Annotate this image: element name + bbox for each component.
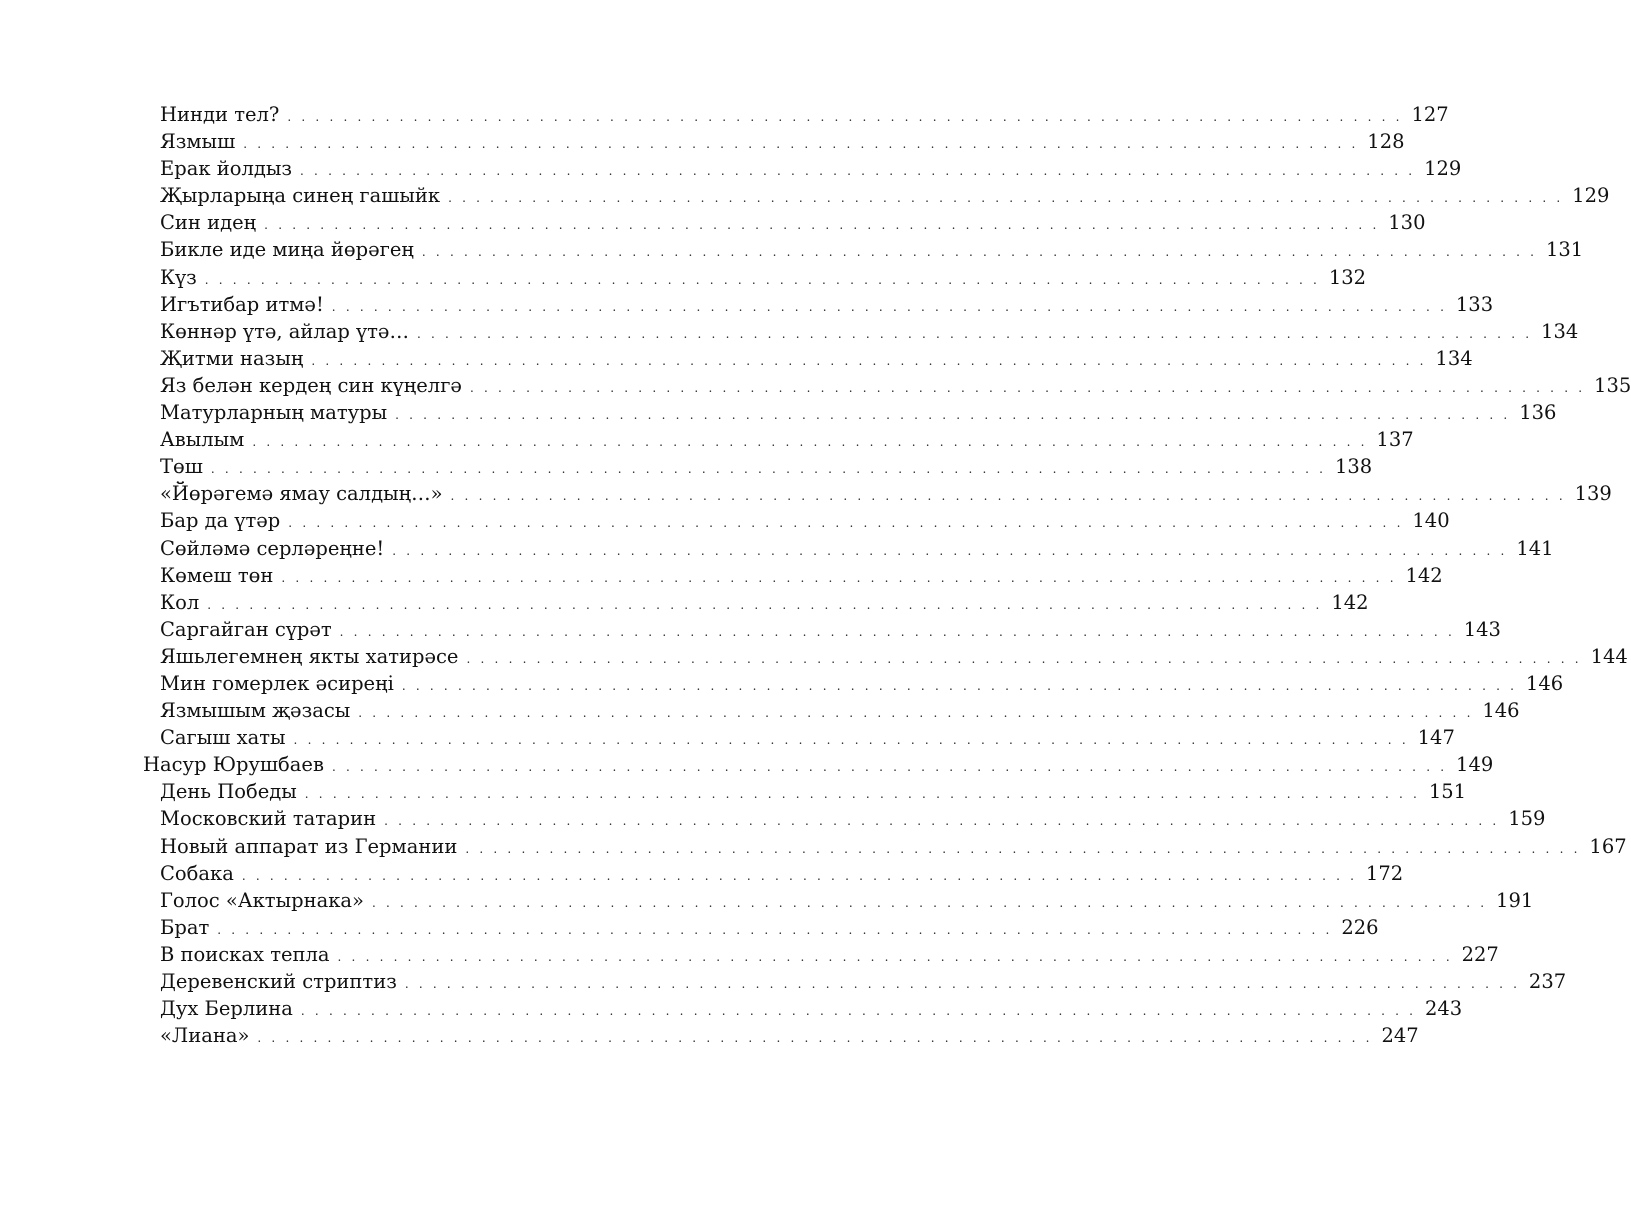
toc-page-number: 129 xyxy=(1424,157,1462,181)
dot-leader: . . . . . . . . . . . . . . . . . . . . . . . . . . . . . . . . . . . . . . . . . . . . . . . . . . . . . . . . . . . . . . . . . . . . . . . . . . . . . . . . xyxy=(241,868,1358,883)
toc-entry-title: Матурларның матуры xyxy=(160,401,388,425)
toc-entry xyxy=(160,995,1463,1025)
toc-entry xyxy=(160,318,1579,348)
toc-entry xyxy=(160,833,1627,863)
toc-entry-title: Сөйләмә серләреңне! xyxy=(160,536,385,560)
toc-page-number: 247 xyxy=(1381,1024,1419,1048)
toc-page-number: 134 xyxy=(1541,319,1579,343)
toc-page-number: 226 xyxy=(1341,915,1379,939)
dot-leader: . . . . . . . . . . . . . . . . . . . . . . . . . . . . . . . . . . . . . . . . . . . . . . . . . . . . . . . . . . . . . . . . . . . . . . . . . . . . . . . . xyxy=(217,922,1333,937)
toc-row xyxy=(0,968,1567,995)
toc-row xyxy=(0,128,1405,155)
toc-page-number: 132 xyxy=(1328,265,1367,289)
toc-entry xyxy=(160,643,1628,673)
toc-entry-title: Көннәр үтә, айлар үтә… xyxy=(160,319,409,343)
toc-entry-title: Күз xyxy=(160,265,197,289)
toc-entry-title: Көмеш төн xyxy=(160,563,274,587)
toc-entry-title: «Лиана» xyxy=(160,1024,250,1048)
toc-entry xyxy=(160,778,1467,808)
dot-leader: . . . . . . . . . . . . . . . . . . . . . . . . . . . . . . . . . . . . . . . . . . . . . . . . . . . . . . . . . . . . . . . . . . . . . . . . . . . . . . . . xyxy=(339,624,1455,639)
dot-leader: . . . . . . . . . . . . . . . . . . . . . . . . . . . . . . . . . . . . . . . . . . . . . . . . . . . . . . . . . . . . . . . . . . . . . . . . . . . . . . . . xyxy=(421,245,1538,260)
toc-page-number: 138 xyxy=(1334,455,1373,479)
toc-page-number: 136 xyxy=(1519,401,1557,425)
toc-row xyxy=(0,833,1627,860)
dot-leader: . . . . . . . . . . . . . . . . . . . . . . . . . . . . . . . . . . . . . . . . . . . . . . . . . . . . . . . . . . . . . . . . . . . . . . . . . . . . . . . . xyxy=(371,895,1488,910)
toc-page-number: 137 xyxy=(1376,428,1414,452)
toc-entry xyxy=(160,535,1554,565)
toc-entry xyxy=(160,616,1501,646)
toc-row xyxy=(0,670,1564,697)
toc-entry xyxy=(160,805,1546,835)
dot-leader: . . . . . . . . . . . . . . . . . . . . . . . . . . . . . . . . . . . . . . . . . . . . . . . . . . . . . . . . . . . . . . . . . . . . . . . . . . . . . . . . xyxy=(392,543,1508,558)
dot-leader: . . . . . . . . . . . . . . . . . . . . . . . . . . . . . . . . . . . . . . . . . . . . . . . . . . . . . . . . . . . . . . . . . . . . . . . . . . . . . . . . xyxy=(257,1031,1373,1046)
toc-page-number: 141 xyxy=(1516,536,1554,560)
toc-entry-title: Брат xyxy=(160,915,210,939)
dot-leader: . . . . . . . . . . . . . . . . . . . . . . . . . . . . . . . . . . . . . . . . . . . . . . . . . . . . . . . . . . . . . . . . . . . . . . . . . . . . . . . . xyxy=(401,678,1518,693)
dot-leader: . . . . . . . . . . . . . . . . . . . . . . . . . . . . . . . . . . . . . . . . . . . . . . . . . . . . . . . . . . . . . . . . . . . . . . . . . . . . . . . . xyxy=(404,977,1521,991)
dot-leader: . . . . . . . . . . . . . . . . . . . . . . . . . . . . . . . . . . . . . . . . . . . . . . . . . . . . . . . . . . . . . . . . . . . . . . . . . . . . . . . . xyxy=(207,597,1323,612)
toc-entry xyxy=(160,426,1414,456)
toc-page-number: 129 xyxy=(1572,184,1610,208)
toc-page-number: 128 xyxy=(1367,130,1405,154)
dot-leader: . . . . . . . . . . . . . . . . . . . . . . . . . . . . . . . . . . . . . . . . . . . . . . . . . . . . . . . . . . . . . . . . . . . . . . . . . . . . . . . . xyxy=(288,516,1404,531)
toc-entry xyxy=(160,453,1373,483)
toc-entry xyxy=(160,128,1405,158)
toc-entry-title: Дух Берлина xyxy=(160,997,293,1021)
toc-entry xyxy=(160,724,1455,754)
toc-row xyxy=(0,562,1443,589)
toc-page-number: 237 xyxy=(1528,970,1567,993)
toc-author-entry xyxy=(143,751,1494,781)
dot-leader: . . . . . . . . . . . . . . . . . . . . . . . . . . . . . . . . . . . . . . . . . . . . . . . . . . . . . . . . . . . . . . . . . . . . . . . . . . . . . . . . xyxy=(204,272,1321,287)
toc-row xyxy=(0,209,1426,236)
dot-leader: . . . . . . . . . . . . . . . . . . . . . . . . . . . . . . . . . . . . . . . . . . . . . . . . . . . . . . . . . . . . . . . . . . . . . . . . . . . . . . . . xyxy=(448,191,1564,206)
toc-entry xyxy=(160,372,1631,402)
dot-leader: . . . . . . . . . . . . . . . . . . . . . . . . . . . . . . . . . . . . . . . . . . . . . . . . . . . . . . . . . . . . . . . . . . . . . . . . . . . . . . . . xyxy=(358,706,1474,721)
toc-row xyxy=(0,182,1610,209)
toc-entry xyxy=(160,941,1499,971)
toc-entry xyxy=(160,887,1534,917)
toc-entry xyxy=(160,345,1473,375)
toc-page-number: 142 xyxy=(1405,563,1443,587)
toc-page-number: 167 xyxy=(1589,834,1627,858)
toc-page-number: 191 xyxy=(1496,888,1534,912)
toc-entry-title: Төш xyxy=(160,455,203,479)
toc-row xyxy=(0,535,1554,562)
toc-entry-title: Кол xyxy=(160,590,200,614)
toc-entry xyxy=(160,589,1369,619)
toc-row xyxy=(0,778,1467,805)
toc-entry-title: Саргайган сүрәт xyxy=(160,617,332,641)
toc-entry-title: Насур Юрушбаев xyxy=(143,753,324,777)
toc-page-number: 142 xyxy=(1331,590,1369,614)
toc-row xyxy=(0,453,1373,480)
toc-entry-title: Новый аппарат из Германии xyxy=(160,834,458,858)
toc-entry xyxy=(160,507,1450,537)
toc-entry-title: День Победы xyxy=(160,780,297,804)
toc-page-number: 149 xyxy=(1456,753,1494,777)
toc-page-number: 133 xyxy=(1455,292,1494,316)
dot-leader: . . . . . . . . . . . . . . . . . . . . . . . . . . . . . . . . . . . . . . . . . . . . . . . . . . . . . . . . . . . . . . . . . . . . . . . . . . . . . . . . xyxy=(243,137,1359,152)
toc-entry-title: Җитми назың xyxy=(160,346,304,370)
toc-entry xyxy=(160,860,1404,890)
toc-entry-title: Авылым xyxy=(160,428,245,452)
toc-entry-title: Игътибар итмә! xyxy=(160,292,324,316)
toc-entry-title: Собака xyxy=(160,861,234,885)
toc-page-number: 172 xyxy=(1365,861,1404,885)
toc-row xyxy=(0,751,1494,778)
toc-row xyxy=(0,426,1414,453)
toc-entry xyxy=(160,101,1449,131)
dot-leader: . . . . . . . . . . . . . . . . . . . . . . . . . . . . . . . . . . . . . . . . . . . . . . . . . . . . . . . . . . . . . . . . . . . . . . . . . . . . . . . . xyxy=(304,787,1421,802)
toc-page-number: 139 xyxy=(1574,482,1612,506)
toc-entry-title: В поисках тепла xyxy=(160,942,330,966)
toc-row xyxy=(0,399,1557,426)
toc-entry-title: Язмыш xyxy=(160,130,236,154)
toc-row xyxy=(0,805,1546,832)
dot-leader: . . . . . . . . . . . . . . . . . . . . . . . . . . . . . . . . . . . . . . . . . . . . . . . . . . . . . . . . . . . . . . . . . . . . . . . . . . . . . . . . xyxy=(300,1004,1417,1019)
toc-row xyxy=(0,264,1367,291)
toc-page-number: 159 xyxy=(1508,807,1546,831)
toc-entry xyxy=(160,670,1564,700)
toc-page-number: 127 xyxy=(1411,103,1449,126)
toc-page-number: 131 xyxy=(1545,238,1584,262)
dot-leader: . . . . . . . . . . . . . . . . . . . . . . . . . . . . . . . . . . . . . . . . . . . . . . . . . . . . . . . . . . . . . . . . . . . . . . . . . . . . . . . . xyxy=(469,380,1586,395)
toc-entry xyxy=(160,914,1379,944)
dot-leader: . . . . . . . . . . . . . . . . . . . . . . . . . . . . . . . . . . . . . . . . . . . . . . . . . . . . . . . . . . . . . . . . . . . . . . . . . . . . . . . . xyxy=(395,408,1511,423)
toc-row xyxy=(0,101,1449,128)
toc-row xyxy=(0,372,1631,399)
dot-leader: . . . . . . . . . . . . . . . . . . . . . . . . . . . . . . . . . . . . . . . . . . . . . . . . . . . . . . . . . . . . . . . . . . . . . . . . . . . . . . . . xyxy=(331,760,1448,775)
toc-row xyxy=(0,1022,1419,1049)
toc-entry-title: Син идең xyxy=(160,211,257,235)
toc-row xyxy=(0,236,1584,263)
toc-row xyxy=(0,291,1494,318)
toc-entry xyxy=(160,1022,1419,1052)
toc-entry-title: Голос «Актырнака» xyxy=(160,888,364,912)
toc-page-number: 144 xyxy=(1590,644,1628,668)
dot-leader: . . . . . . . . . . . . . . . . . . . . . . . . . . . . . . . . . . . . . . . . . . . . . . . . . . . . . . . . . . . . . . . . . . . . . . . . . . . . . . . . xyxy=(465,841,1581,856)
toc-entry-title: Московский татарин xyxy=(160,807,377,831)
toc-page-number: 147 xyxy=(1417,726,1455,750)
toc-row xyxy=(0,887,1534,914)
toc-entry xyxy=(160,236,1584,266)
toc-page-number: 134 xyxy=(1435,346,1473,370)
dot-leader: . . . . . . . . . . . . . . . . . . . . . . . . . . . . . . . . . . . . . . . . . . . . . . . . . . . . . . . . . . . . . . . . . . . . . . . . . . . . . . . . xyxy=(210,462,1327,477)
toc-entry xyxy=(160,480,1612,510)
toc-row xyxy=(0,507,1450,534)
toc-row xyxy=(0,643,1628,670)
dot-leader: . . . . . . . . . . . . . . . . . . . . . . . . . . . . . . . . . . . . . . . . . . . . . . . . . . . . . . . . . . . . . . . . . . . . . . . . . . . . . . . . xyxy=(287,110,1403,124)
toc-entry xyxy=(160,291,1494,321)
table-of-contents xyxy=(0,101,1631,1049)
toc-entry-title: Нинди тел? xyxy=(160,103,280,126)
dot-leader: . . . . . . . . . . . . . . . . . . . . . . . . . . . . . . . . . . . . . . . . . . . . . . . . . . . . . . . . . . . . . . . . . . . . . . . . . . . . . . . . xyxy=(450,489,1566,504)
toc-row xyxy=(0,480,1612,507)
toc-entry xyxy=(160,968,1567,998)
toc-page-number: 146 xyxy=(1482,699,1520,723)
dot-leader: . . . . . . . . . . . . . . . . . . . . . . . . . . . . . . . . . . . . . . . . . . . . . . . . . . . . . . . . . . . . . . . . . . . . . . . . . . . . . . . . xyxy=(337,949,1453,964)
dot-leader: . . . . . . . . . . . . . . . . . . . . . . . . . . . . . . . . . . . . . . . . . . . . . . . . . . . . . . . . . . . . . . . . . . . . . . . . . . . . . . . . xyxy=(293,733,1409,748)
toc-row xyxy=(0,914,1379,941)
toc-row xyxy=(0,589,1369,616)
toc-entry xyxy=(160,562,1443,592)
toc-page-number: 140 xyxy=(1412,509,1450,533)
toc-entry-title: Мин гомерлек әсиреңi xyxy=(160,671,394,695)
toc-row xyxy=(0,616,1501,643)
dot-leader: . . . . . . . . . . . . . . . . . . . . . . . . . . . . . . . . . . . . . . . . . . . . . . . . . . . . . . . . . . . . . . . . . . . . . . . . . . . . . . . . xyxy=(281,570,1397,585)
toc-entry-title: Җырларыңа синең гашыйк xyxy=(160,184,441,208)
dot-leader: . . . . . . . . . . . . . . . . . . . . . . . . . . . . . . . . . . . . . . . . . . . . . . . . . . . . . . . . . . . . . . . . . . . . . . . . . . . . . . . . xyxy=(252,435,1368,450)
toc-page-number: 146 xyxy=(1525,671,1564,695)
toc-page-number: 130 xyxy=(1388,211,1426,235)
toc-row xyxy=(0,995,1463,1022)
toc-row xyxy=(0,155,1462,182)
toc-entry-title: «Йөрәгемә ямау салдың…» xyxy=(160,482,443,506)
toc-page-number: 243 xyxy=(1424,997,1463,1021)
toc-row xyxy=(0,724,1455,751)
toc-entry xyxy=(160,155,1462,185)
toc-row xyxy=(0,941,1499,968)
toc-page-number: 151 xyxy=(1428,780,1467,804)
toc-page-number: 143 xyxy=(1463,617,1501,641)
toc-entry xyxy=(160,182,1610,212)
dot-leader: . . . . . . . . . . . . . . . . . . . . . . . . . . . . . . . . . . . . . . . . . . . . . . . . . . . . . . . . . . . . . . . . . . . . . . . . . . . . . . . . xyxy=(311,353,1427,368)
dot-leader: . . . . . . . . . . . . . . . . . . . . . . . . . . . . . . . . . . . . . . . . . . . . . . . . . . . . . . . . . . . . . . . . . . . . . . . . . . . . . . . . xyxy=(416,326,1533,341)
toc-row xyxy=(0,345,1473,372)
toc-row xyxy=(0,697,1520,724)
toc-entry-title: Язмышым җәзасы xyxy=(160,699,351,723)
toc-entry-title: Яшьлегемнең якты хатирәсе xyxy=(160,644,459,668)
dot-leader: . . . . . . . . . . . . . . . . . . . . . . . . . . . . . . . . . . . . . . . . . . . . . . . . . . . . . . . . . . . . . . . . . . . . . . . . . . . . . . . . xyxy=(331,299,1448,314)
toc-entry-title: Бар да үтәр xyxy=(160,509,281,533)
toc-entry-title: Сагыш хаты xyxy=(160,726,286,750)
toc-entry-title: Ерак йолдыз xyxy=(160,157,293,181)
toc-page-number: 135 xyxy=(1594,373,1631,397)
toc-entry xyxy=(160,399,1557,429)
toc-row xyxy=(0,860,1404,887)
toc-entry-title: Яз белән кердең син күңелгә xyxy=(160,373,462,397)
dot-leader: . . . . . . . . . . . . . . . . . . . . . . . . . . . . . . . . . . . . . . . . . . . . . . . . . . . . . . . . . . . . . . . . . . . . . . . . . . . . . . . . xyxy=(466,651,1582,666)
toc-row xyxy=(0,318,1579,345)
toc-page-number: 227 xyxy=(1461,942,1499,966)
toc-entry-title: Деревенский стриптиз xyxy=(160,970,397,993)
dot-leader: . . . . . . . . . . . . . . . . . . . . . . . . . . . . . . . . . . . . . . . . . . . . . . . . . . . . . . . . . . . . . . . . . . . . . . . . . . . . . . . . xyxy=(300,164,1416,179)
toc-entry-title: Бикле иде миңа йөрәгең xyxy=(160,238,414,262)
toc-entry xyxy=(160,697,1520,727)
dot-leader: . . . . . . . . . . . . . . . . . . . . . . . . . . . . . . . . . . . . . . . . . . . . . . . . . . . . . . . . . . . . . . . . . . . . . . . . . . . . . . . . xyxy=(264,218,1380,233)
toc-entry xyxy=(160,264,1367,294)
toc-entry xyxy=(160,209,1426,239)
dot-leader: . . . . . . . . . . . . . . . . . . . . . . . . . . . . . . . . . . . . . . . . . . . . . . . . . . . . . . . . . . . . . . . . . . . . . . . . . . . . . . . . xyxy=(384,814,1500,829)
